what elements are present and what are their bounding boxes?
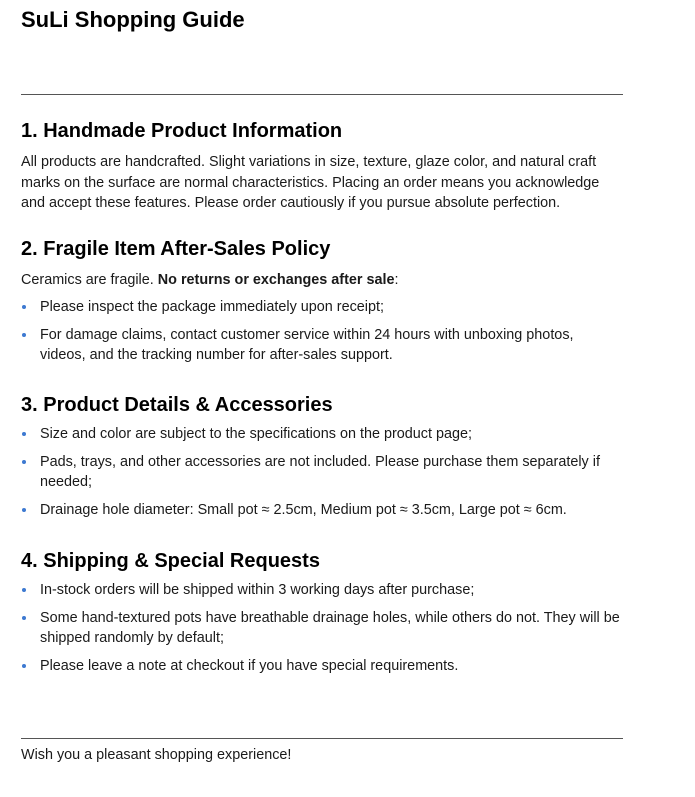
shipping-list (21, 580, 623, 676)
top-divider (21, 94, 623, 95)
policy-list (21, 297, 623, 365)
list-item: Please inspect the package immediately upon receipt; (21, 297, 623, 317)
section-intro (21, 270, 623, 291)
section-after-sales-policy (21, 236, 623, 365)
section-heading: 4. Shipping & Special Requests (21, 550, 320, 572)
list-item: Drainage hole diameter: Small pot ≈ 2.5cm, Medium pot ≈ 3.5cm, Large pot ≈ 6cm. (21, 500, 623, 520)
list-item: Pads, trays, and other accessories are not included. Please purchase them separately if needed; (21, 452, 623, 492)
section-handmade-info (21, 118, 623, 214)
section-heading: 2. Fragile Item After-Sales Policy (21, 238, 331, 260)
bottom-divider (21, 738, 623, 739)
list-item: Size and color are subject to the specifications on the product page; (21, 424, 623, 444)
list-item: In-stock orders will be shipped within 3 working days after purchase; (21, 580, 623, 600)
section-heading: 3. Product Details & Accessories (21, 394, 333, 416)
page-title: SuLi Shopping Guide (21, 7, 245, 32)
list-item: Some hand-textured pots have breathable drainage holes, while others do not. They will be shipped randomly by default; (21, 608, 623, 648)
section-product-details (21, 392, 623, 520)
intro-emphasis: No returns or exchanges after sale (157, 272, 395, 288)
intro-prefix: Ceramics are fragile. (21, 272, 158, 288)
section-shipping (21, 548, 623, 676)
details-list (21, 424, 623, 520)
intro-suffix: : (394, 272, 399, 288)
list-item: Please leave a note at checkout if you have special requirements. (21, 656, 623, 676)
list-item: For damage claims, contact customer service within 24 hours with unboxing photos, videos, and the tracking number for after-sales support. (21, 325, 623, 365)
section-body: All products are handcrafted. Slight variations in size, texture, glaze color, and natural craft marks on the surface are normal characteristics. Placing an order means you acknowledge and accept these features. Please order cautiously if you pursue absolute perfection. (21, 154, 600, 211)
section-heading: 1. Handmade Product Information (21, 120, 343, 142)
footer-message: Wish you a pleasant shopping experience! (21, 747, 292, 763)
